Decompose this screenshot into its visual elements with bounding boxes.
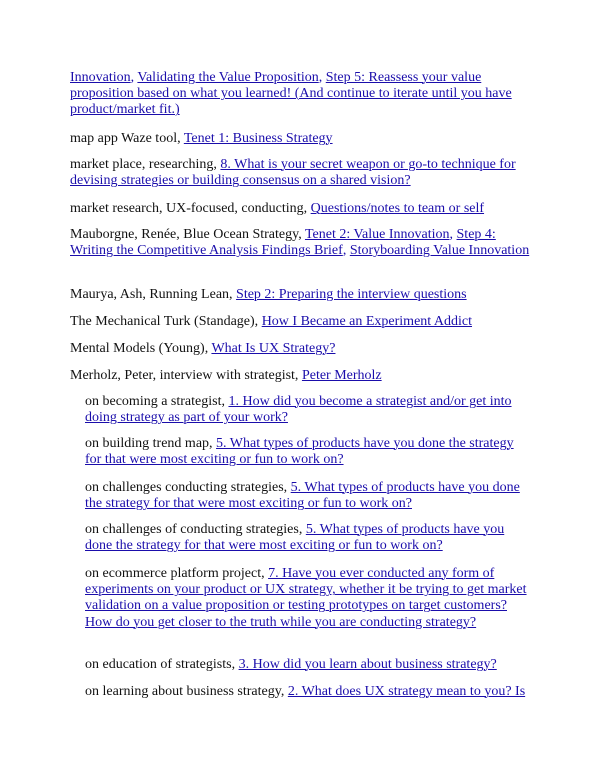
- index-link[interactable]: 2. What does UX strategy mean to you? Is: [287, 684, 526, 699]
- index-link[interactable]: Questions/notes to team or self: [310, 201, 485, 216]
- separator: ,: [449, 227, 457, 242]
- index-link[interactable]: 5. What types of products have you done the strategy for that were most exciting or fun to work on?: [85, 480, 520, 512]
- separator: ,: [130, 70, 138, 85]
- index-link[interactable]: Peter Merholz: [301, 368, 382, 383]
- index-entry-mechanical-turk: [70, 314, 530, 330]
- index-link[interactable]: 3. How did you learn about business strategy?: [238, 657, 497, 672]
- index-link[interactable]: 1. How did you become a strategist and/or get into doing strategy as part of your work?: [85, 394, 512, 426]
- index-link[interactable]: 7. Have you ever conducted any form of experiments on your product or UX strategy, whether it be trying to get market validation on a value proposition or testing prototypes on target customers? How do you get closer to the truth while you are conducting strategy?: [85, 566, 527, 630]
- entry-term: market place, researching,: [70, 157, 221, 172]
- index-link[interactable]: Step 4: Writing the Competitive Analysis Findings Brief: [70, 227, 496, 259]
- index-link[interactable]: 5. What types of products have you done the strategy for that were most exciting or fun to work on?: [85, 436, 514, 468]
- separator: ,: [342, 243, 350, 259]
- entry-term: Mauborgne, Renée, Blue Ocean Strategy,: [70, 227, 305, 242]
- index-subentry-learning-business-strategy: [85, 684, 531, 700]
- entry-term: Maurya, Ash, Running Lean,: [70, 287, 237, 302]
- index-link[interactable]: How I Became an Experiment Addict: [261, 314, 473, 329]
- index-entry-market-place: [70, 157, 530, 189]
- index-link[interactable]: Step 2: Preparing the interview questions: [236, 287, 467, 302]
- index-link[interactable]: Innovation: [70, 70, 131, 85]
- subentry-term: on ecommerce platform project,: [85, 566, 269, 581]
- entry-term: The Mechanical Turk (Standage),: [70, 314, 262, 329]
- entry-term: Merholz, Peter, interview with strategist,: [70, 368, 302, 383]
- index-subentry-building-trend-map: [85, 436, 531, 468]
- index-entry-maurya: [70, 287, 530, 303]
- subentry-term: on education of strategists,: [85, 657, 239, 672]
- index-link[interactable]: Step 5: Reassess your value proposition based on what you learned! (And continue to iterate until you have product/market fit.): [70, 70, 512, 118]
- index-subentry-education-of-strategists: [85, 657, 531, 673]
- entry-term: Mental Models (Young),: [70, 341, 212, 356]
- separator: ,: [318, 70, 326, 85]
- index-entry-merholz: [70, 368, 530, 384]
- index-link[interactable]: Storyboarding Value Innovation: [349, 243, 530, 259]
- entry-term: map app Waze tool,: [70, 131, 184, 146]
- subentry-term: on challenges conducting strategies,: [85, 480, 291, 495]
- index-entry-market-research: [70, 201, 530, 217]
- index-entry-mauborgne: [70, 227, 530, 259]
- index-subentry-ecommerce-platform: [85, 566, 531, 631]
- index-entry-map-app-waze: [70, 131, 530, 147]
- index-subentry-becoming-strategist: [85, 394, 531, 426]
- index-entry-mental-models: [70, 341, 530, 357]
- subentry-term: on becoming a strategist,: [85, 394, 229, 409]
- index-entry-innovation-continued: [70, 70, 530, 119]
- subentry-term: on learning about business strategy,: [85, 684, 288, 699]
- index-link[interactable]: 5. What types of products have you done the strategy for that were most exciting or fun to work on?: [85, 522, 505, 554]
- subentry-term: on challenges of conducting strategies,: [85, 522, 306, 537]
- index-link[interactable]: Tenet 2: Value Innovation: [304, 227, 450, 242]
- index-link[interactable]: What Is UX Strategy?: [211, 341, 336, 356]
- subentry-term: on building trend map,: [85, 436, 217, 451]
- entry-term: market research, UX-focused, conducting,: [70, 201, 311, 216]
- index-link[interactable]: Validating the Value Proposition: [137, 70, 319, 85]
- index-link[interactable]: Tenet 1: Business Strategy: [183, 131, 333, 146]
- index-subentry-challenges-of-conducting: [85, 522, 531, 554]
- index-subentry-challenges-conducting: [85, 480, 531, 512]
- index-link[interactable]: 8. What is your secret weapon or go-to technique for devising strategies or building consensus on a shared vision?: [70, 157, 516, 189]
